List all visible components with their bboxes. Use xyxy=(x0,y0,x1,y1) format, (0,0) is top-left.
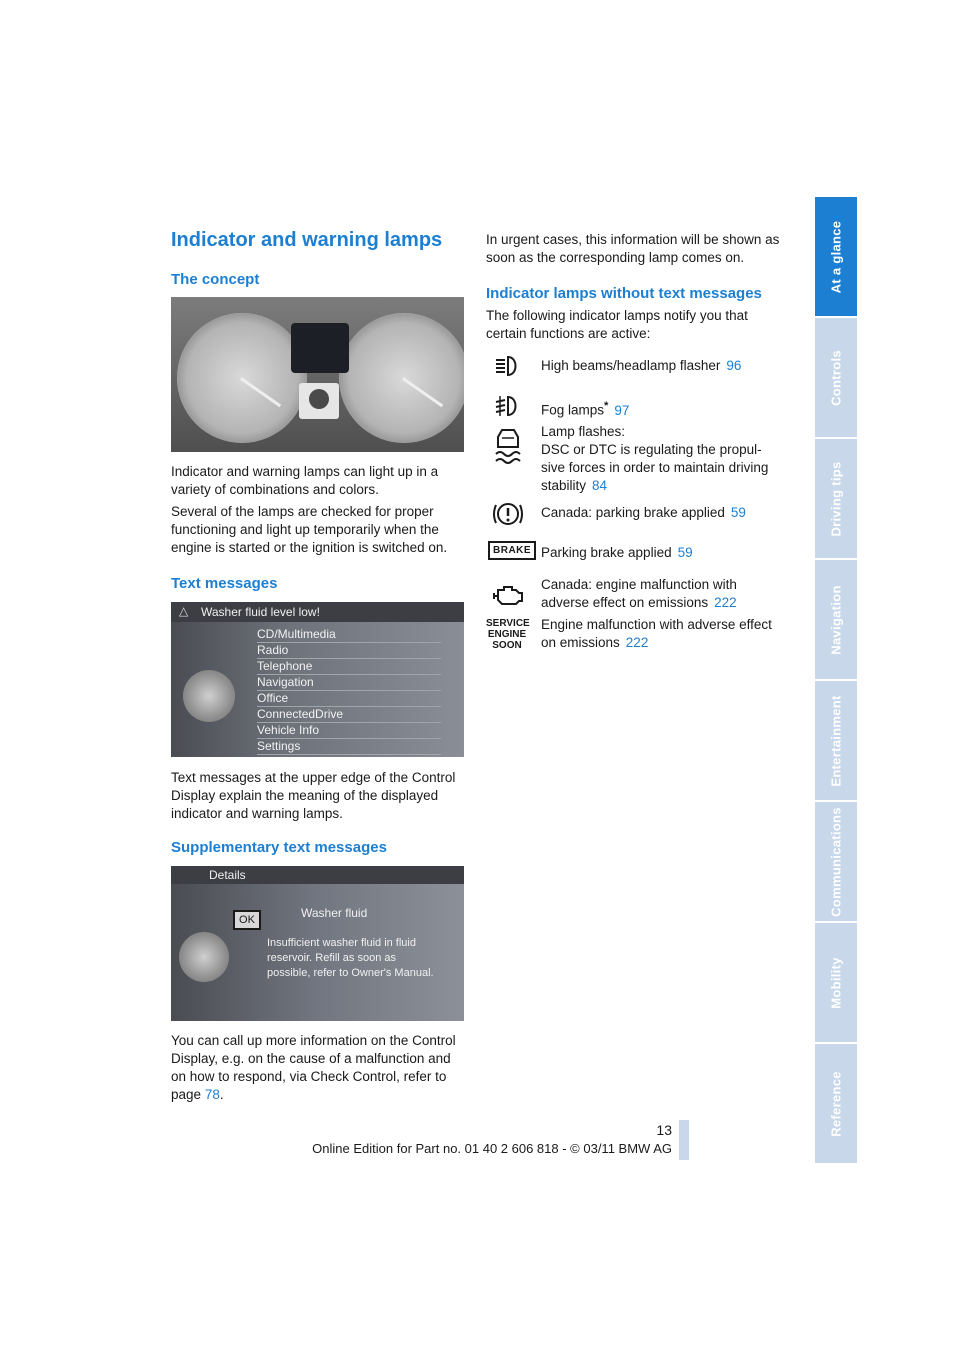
dsc-icon xyxy=(488,427,528,470)
page-link[interactable]: 96 xyxy=(726,358,742,373)
tab-reference[interactable]: Reference xyxy=(815,1044,857,1165)
tab-at-a-glance[interactable]: At a glance xyxy=(815,197,857,318)
menu-item: Settings xyxy=(257,738,441,755)
lamp-item: Canada: engine malfunction with adverse effect on emissions 222 xyxy=(541,577,737,610)
without-text-heading: Indicator lamps without text messages xyxy=(486,285,762,302)
controller-knob xyxy=(179,932,229,982)
page-link[interactable]: 222 xyxy=(714,595,737,610)
indicator-display xyxy=(291,323,349,373)
menu-item: Telephone xyxy=(257,658,441,675)
menu-item: Vehicle Info xyxy=(257,722,441,739)
message-body: Insufficient washer fluid in fluid reservoir. Refill as soon as possible, refer to Owner's Manual. xyxy=(267,937,434,979)
menu-item: CD/Multimedia xyxy=(257,626,441,643)
page-marker xyxy=(679,1120,689,1160)
menu-item: Radio xyxy=(257,642,441,659)
urgent-paragraph: In urgent cases, this information will be shown as soon as the corresponding lamp comes on. xyxy=(486,232,780,265)
page-link[interactable]: 97 xyxy=(614,402,630,418)
fog-lamp-icon xyxy=(488,394,528,423)
menu-item: Navigation xyxy=(257,674,441,691)
engine-icon xyxy=(488,583,528,612)
tab-entertainment[interactable]: Entertainment xyxy=(815,681,857,802)
warning-triangle-icon: △ xyxy=(179,604,189,618)
page-link[interactable]: 222 xyxy=(625,635,649,650)
lamp-item: Parking brake applied 59 xyxy=(541,545,693,560)
parking-brake-canada-icon xyxy=(488,500,528,533)
lamp-item: Engine malfunction with adverse effect on emissions 222 xyxy=(541,617,772,650)
text-messages-paragraph: Text messages at the upper edge of the Control Display explain the meaning of the displayed indicator and warning lamps. xyxy=(171,770,456,821)
supplementary-heading: Supplementary text messages xyxy=(171,839,387,856)
menu-item: ConnectedDrive xyxy=(257,706,441,723)
concept-paragraph-2: Several of the lamps are checked for proper functioning and light up temporarily when the engine is started or the ignition is switched on. xyxy=(171,504,448,555)
screen-title: Washer fluid level low! xyxy=(201,605,320,619)
text-messages-heading: Text messages xyxy=(171,575,278,592)
supplementary-paragraph: You can call up more information on the Control Display, e.g. on the cause of a malfunction and on how to respond, via Check Control, refer to page 78. xyxy=(171,1033,456,1102)
lamp-item: Fog lamps* 97 xyxy=(541,400,630,418)
section-tabs xyxy=(815,197,857,1165)
concept-heading: The concept xyxy=(171,271,260,288)
control-display-details-image xyxy=(171,866,464,1021)
tab-navigation[interactable]: Navigation xyxy=(815,560,857,681)
controller-knob xyxy=(183,670,235,722)
tab-driving-tips[interactable]: Driving tips xyxy=(815,439,857,560)
lamp-item: Canada: parking brake applied 59 xyxy=(541,505,746,520)
page-title: Indicator and warning lamps xyxy=(171,229,443,251)
lamp-item: Lamp flashes: DSC or DTC is regulating the propul-sive forces in order to maintain driving stability 84 xyxy=(541,424,769,493)
page-link[interactable]: 84 xyxy=(592,478,608,493)
control-display-menu-image xyxy=(171,602,464,757)
lamp-item: High beams/headlamp flasher 96 xyxy=(541,358,742,373)
edition-footer: Online Edition for Part no. 01 40 2 606 818 - © 03/11 BMW AG xyxy=(312,1141,672,1156)
menu-item: Office xyxy=(257,690,441,707)
tab-communications[interactable]: Communications xyxy=(815,802,857,923)
high-beam-icon xyxy=(488,354,528,383)
without-text-intro: The following indicator lamps notify you that certain functions are active: xyxy=(486,308,748,341)
tab-mobility[interactable]: Mobility xyxy=(815,923,857,1044)
tab-controls[interactable]: Controls xyxy=(815,318,857,439)
service-engine-soon-icon: SERVICE ENGINE SOON xyxy=(486,618,530,651)
concept-paragraph-1: Indicator and warning lamps can light up in a variety of combinations and colors. xyxy=(171,464,439,497)
brake-icon: BRAKE xyxy=(488,540,528,560)
instrument-cluster-image xyxy=(171,297,464,452)
page-link[interactable]: 59 xyxy=(730,505,746,520)
message-title: Washer fluid xyxy=(301,906,368,920)
page-link[interactable]: 59 xyxy=(677,545,693,560)
tachometer-gauge xyxy=(339,313,464,443)
washer-fluid-icon xyxy=(309,389,329,409)
page-link[interactable]: 78 xyxy=(204,1087,220,1102)
ok-badge: OK xyxy=(233,910,261,930)
page-number: 13 xyxy=(656,1122,672,1138)
details-header: Details xyxy=(209,868,246,882)
